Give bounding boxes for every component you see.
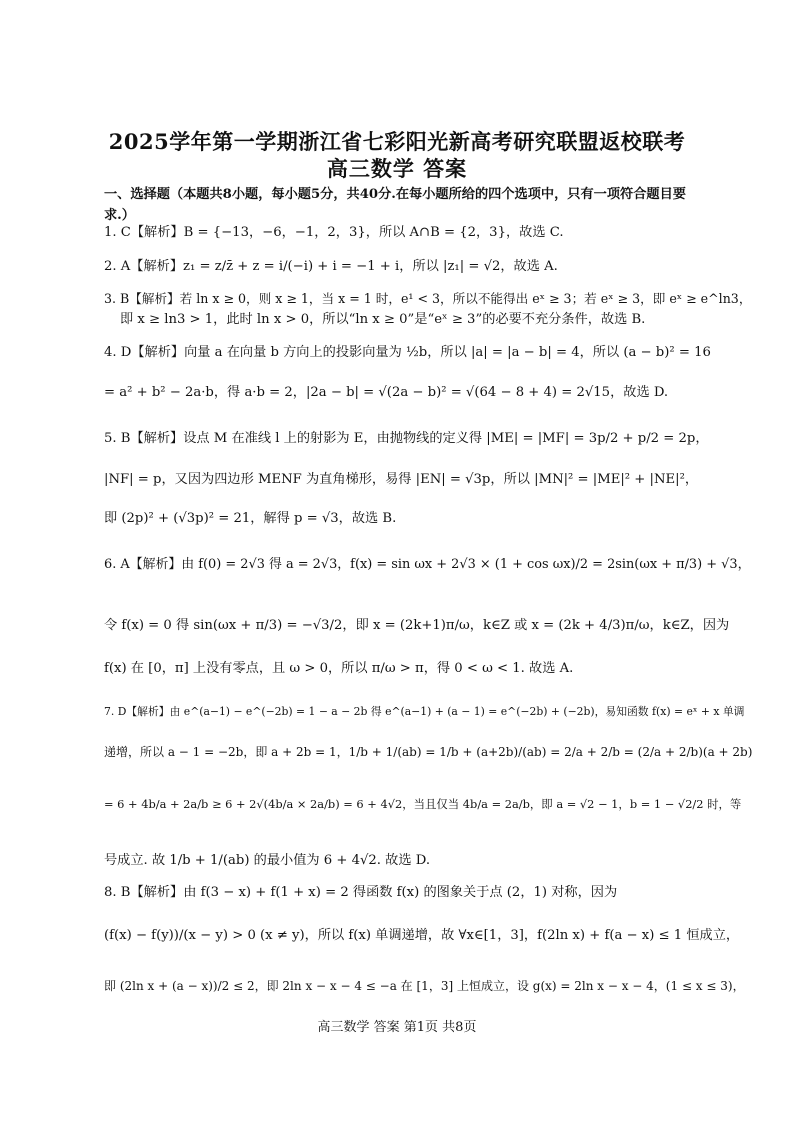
answer-q8-line1: 8. B【解析】由 f(3 − x) + f(1 + x) = 2 得函数 f(x) 的图象关于点 (2，1) 对称，因为 <box>104 885 618 900</box>
answer-q6-line2: 令 f(x) = 0 得 sin(ωx + π/3) = −√3/2，即 x = (2k+1)π/ω，k∈Z 或 x = (2k + 4/3)π/ω，k∈Z，因为 <box>104 618 730 633</box>
section-heading: 一、选择题（本题共8小题，每小题5分，共40分.在每小题所给的四个选项中，只有一项符合题目要求.） <box>104 187 686 223</box>
answer-q7-line3: = 6 + 4b/a + 2a/b ≥ 6 + 2√(4b/a × 2a/b) = 6 + 4√2，当且仅当 4b/a = 2a/b，即 a = √2 − 1，b = 1 − √2/2 时，等 <box>104 797 742 811</box>
answer-q6-line1: 6. A【解析】由 f(0) = 2√3 得 a = 2√3，f(x) = sin ωx + 2√3 × (1 + cos ωx)/2 = 2sin(ωx + π/3) + √3， <box>104 557 751 572</box>
answer-q6-line3: f(x) 在 [0，π] 上没有零点，且 ω > 0，所以 π/ω > π，得 0 < ω < 1. 故选 A. <box>104 661 574 676</box>
answer-q3-line1: 3. B【解析】若 ln x ≥ 0，则 x ≥ 1，当 x = 1 时，e¹ < 3，所以不能得出 eˣ ≥ 3；若 eˣ ≥ 3，即 eˣ ≥ e^ln3， <box>104 291 752 306</box>
answer-q4-line1: 4. D【解析】向量 a 在向量 b 方向上的投影向量为 ½b，所以 |a| = |a − b| = 4，所以 (a − b)² = 16 <box>104 345 711 360</box>
answer-q8-line2: (f(x) − f(y))/(x − y) > 0 (x ≠ y)，所以 f(x) 单调递增，故 ∀x∈[1，3]，f(2ln x) + f(a − x) ≤ 1 恒成立， <box>104 928 740 943</box>
answer-q5-line1: 5. B【解析】设点 M 在准线 l 上的射影为 E，由抛物线的定义得 |ME| = |MF| = 3p/2 + p/2 = 2p， <box>104 431 709 446</box>
page-footer: 高三数学 答案 第1页 共8页 <box>317 1020 477 1035</box>
answer-q7-line2: 递增，所以 a − 1 = −2b，即 a + 2b = 1，1/b + 1/(ab) = 1/b + (a+2b)/(ab) = 2/a + 2/b = (2/a + 2/b)(a + 2b) <box>104 745 753 759</box>
answer-q1: 1. C【解析】B = {−13，−6，−1，2，3}，所以 A∩B = {2，3}，故选 C. <box>104 225 564 240</box>
answer-q4-line2: = a² + b² − 2a·b，得 a·b = 2，|2a − b| = √(2a − b)² = √(64 − 8 + 4) = 2√15，故选 D. <box>104 385 669 400</box>
answer-q5-line3: 即 (2p)² + (√3p)² = 21，解得 p = √3，故选 B. <box>104 511 397 526</box>
answer-q7-line1: 7. D【解析】由 e^(a−1) − e^(−2b) = 1 − a − 2b 得 e^(a−1) + (a − 1) = e^(−2b) + (−2b)，易知函数 f(x) = eˣ + x 单调 <box>104 705 745 718</box>
document-subtitle: 高三数学 答案 <box>326 156 468 181</box>
answer-q5-line2: |NF| = p，又因为四边形 MENF 为直角梯形，易得 |EN| = √3p，所以 |MN|² = |ME|² + |NE|²， <box>104 472 699 487</box>
document-title: 2025学年第一学期浙江省七彩阳光新高考研究联盟返校联考 <box>108 129 686 154</box>
answer-q2: 2. A【解析】z₁ = z/z̄ + z = i/(−i) + i = −1 + i，所以 |z₁| = √2，故选 A. <box>104 259 558 274</box>
answer-q7-line4: 号成立. 故 1/b + 1/(ab) 的最小值为 6 + 4√2. 故选 D. <box>104 853 431 868</box>
answer-q8-line3: 即 (2ln x + (a − x))/2 ≤ 2，即 2ln x − x − 4 ≤ −a 在 [1，3] 上恒成立，设 g(x) = 2ln x − x − 4，(1 ≤ x ≤ 3)， <box>104 979 745 993</box>
answer-q3-line2: 即 x ≥ ln3 > 1，此时 ln x > 0，所以“ln x ≥ 0”是“eˣ ≥ 3”的必要不充分条件，故选 B. <box>120 312 646 327</box>
